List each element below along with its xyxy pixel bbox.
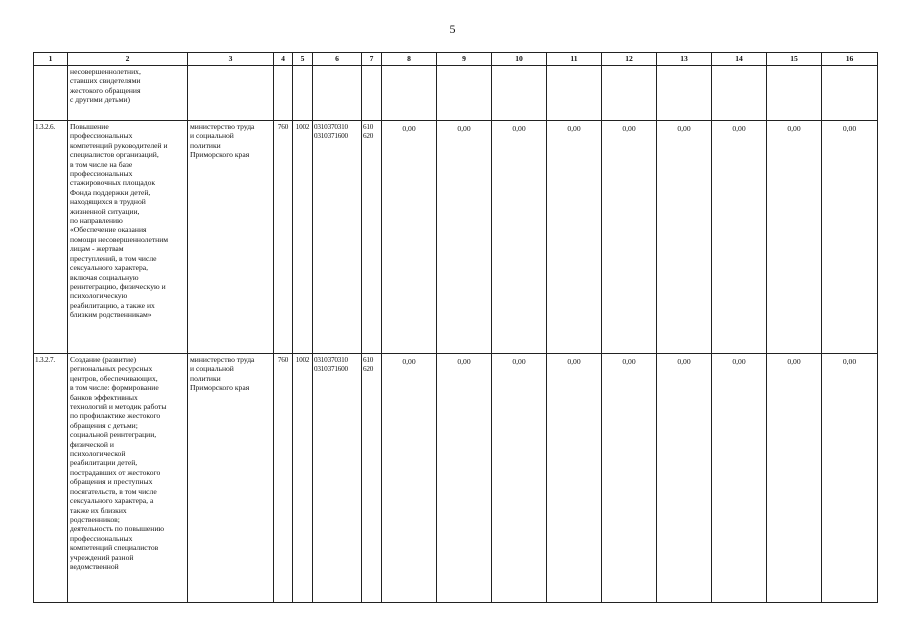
value-cell: 0,00 bbox=[492, 354, 547, 603]
item-executor: министерство труда и социальной политики Приморского края bbox=[188, 121, 274, 354]
value-cell: 0,00 bbox=[547, 354, 602, 603]
value-cell: 0,00 bbox=[547, 121, 602, 354]
value-cell bbox=[547, 66, 602, 121]
value-cell: 0,00 bbox=[822, 354, 878, 603]
column-header: 3 bbox=[188, 53, 274, 66]
column-header: 15 bbox=[767, 53, 822, 66]
column-header: 9 bbox=[437, 53, 492, 66]
budget-table bbox=[33, 52, 878, 603]
value-cell: 0,00 bbox=[382, 354, 437, 603]
item-code-7: 610 620 bbox=[362, 354, 382, 603]
item-number bbox=[34, 66, 68, 121]
item-code-6: 0310370310 0310371600 bbox=[313, 354, 362, 603]
item-executor: министерство труда и социальной политики Приморского края bbox=[188, 354, 274, 603]
item-code-4 bbox=[274, 66, 293, 121]
value-cell bbox=[712, 66, 767, 121]
item-executor bbox=[188, 66, 274, 121]
value-cell bbox=[492, 66, 547, 121]
header-row bbox=[34, 53, 878, 66]
column-header: 7 bbox=[362, 53, 382, 66]
item-number: 1.3.2.7. bbox=[34, 354, 68, 603]
page-number: 5 bbox=[449, 22, 456, 36]
value-cell: 0,00 bbox=[602, 121, 657, 354]
value-cell bbox=[657, 66, 712, 121]
column-header: 4 bbox=[274, 53, 293, 66]
column-header: 11 bbox=[547, 53, 602, 66]
column-header: 16 bbox=[822, 53, 878, 66]
column-header: 12 bbox=[602, 53, 657, 66]
value-cell bbox=[822, 66, 878, 121]
value-cell: 0,00 bbox=[437, 121, 492, 354]
column-header: 5 bbox=[293, 53, 313, 66]
value-cell: 0,00 bbox=[712, 354, 767, 603]
item-name: Создание (развитие) региональных ресурсных центров, обеспечивающих, в том числе: формирование банков эффективных технологий и методик работы по профилактике жестокого обращения с детьми; социальной реинтеграции, физической и психологической реабилитации детей, пострадавших от жестокого обращения и преступных посягательств, в том числе сексуального характера, а также их близких родственников; деятельность по повышению профессиональных компетенций специалистов учреждений разной ведомственной bbox=[68, 354, 188, 603]
value-cell: 0,00 bbox=[767, 121, 822, 354]
column-header: 2 bbox=[68, 53, 188, 66]
table-row bbox=[34, 121, 878, 354]
column-header: 8 bbox=[382, 53, 437, 66]
value-cell: 0,00 bbox=[602, 354, 657, 603]
value-cell: 0,00 bbox=[382, 121, 437, 354]
table-row bbox=[34, 66, 878, 121]
item-name: несовершеннолетних, ставших свидетелями жестокого обращения с другими детьми) bbox=[68, 66, 188, 121]
value-cell: 0,00 bbox=[492, 121, 547, 354]
item-code-5 bbox=[293, 66, 313, 121]
value-cell bbox=[437, 66, 492, 121]
column-header: 10 bbox=[492, 53, 547, 66]
value-cell: 0,00 bbox=[437, 354, 492, 603]
value-cell bbox=[382, 66, 437, 121]
value-cell: 0,00 bbox=[767, 354, 822, 603]
item-code-4: 760 bbox=[274, 121, 293, 354]
item-code-5: 1002 bbox=[293, 121, 313, 354]
item-code-6 bbox=[313, 66, 362, 121]
item-code-7 bbox=[362, 66, 382, 121]
value-cell: 0,00 bbox=[822, 121, 878, 354]
column-header: 6 bbox=[313, 53, 362, 66]
item-number: 1.3.2.6. bbox=[34, 121, 68, 354]
value-cell bbox=[767, 66, 822, 121]
item-code-6: 0310370310 0310371600 bbox=[313, 121, 362, 354]
item-code-5: 1002 bbox=[293, 354, 313, 603]
item-code-7: 610 620 bbox=[362, 121, 382, 354]
value-cell bbox=[602, 66, 657, 121]
value-cell: 0,00 bbox=[712, 121, 767, 354]
item-name: Повышение профессиональных компетенций руководителей и специалистов организаций, в том числе на базе профессиональных стажировочных площадок Фонда поддержки детей, находящихся в трудной жизненной ситуации, по направлению «Обеспечение оказания помощи несовершеннолетним лицам - жертвам преступлений, в том числе сексуального характера, включая социальную реинтеграцию, физическую и психологическую реабилитацию, а также их близким родственникам» bbox=[68, 121, 188, 354]
column-header: 13 bbox=[657, 53, 712, 66]
value-cell: 0,00 bbox=[657, 121, 712, 354]
value-cell: 0,00 bbox=[657, 354, 712, 603]
item-code-4: 760 bbox=[274, 354, 293, 603]
column-header: 14 bbox=[712, 53, 767, 66]
table-row bbox=[34, 354, 878, 603]
column-header: 1 bbox=[34, 53, 68, 66]
